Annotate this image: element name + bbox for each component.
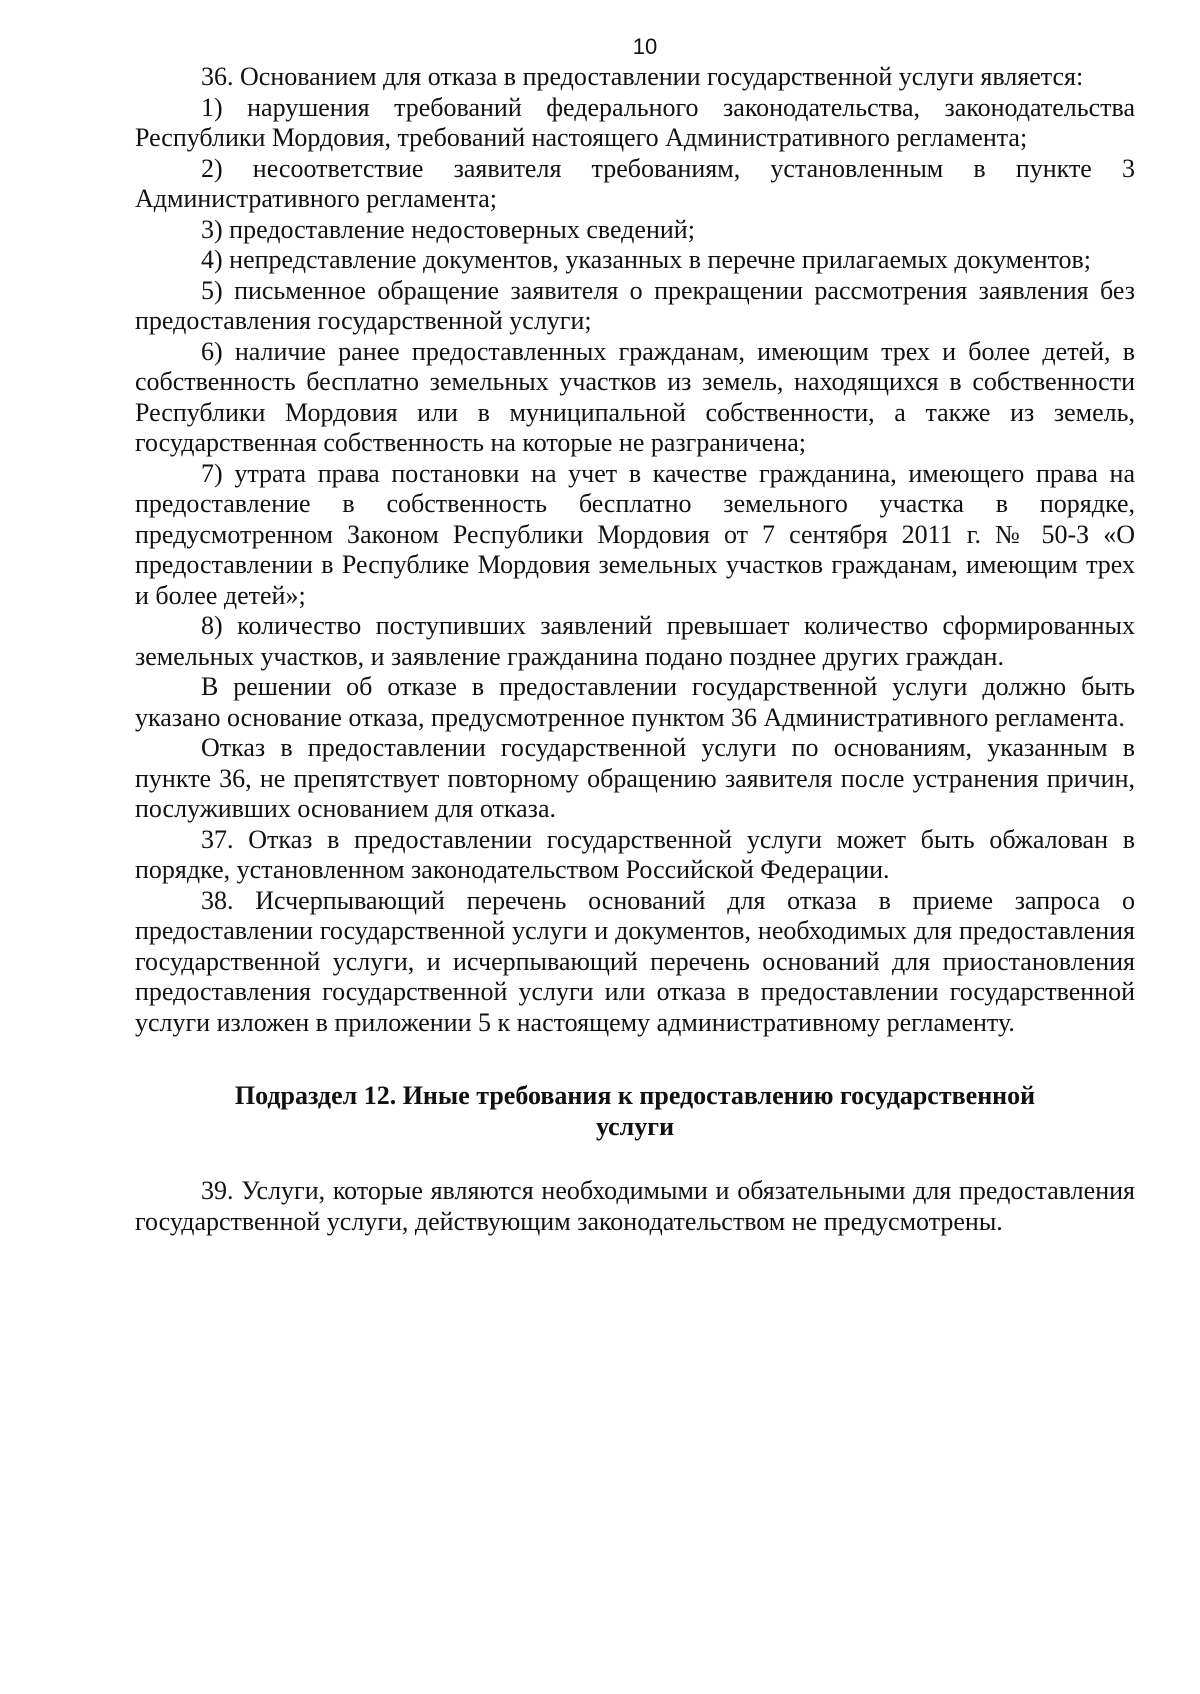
paragraph-36-item-5: 5) письменное обращение заявителя о прекращении рассмотрения заявления без предоставления государственной услуги;: [135, 275, 1135, 335]
subsection-heading-line-2: услуги: [595, 1112, 675, 1141]
paragraph-37: 37. Отказ в предоставлении государственной услуги может быть обжалован в порядке, установленном законодательством Российской Федерации.: [135, 824, 1135, 884]
paragraph-36-item-2: 2) несоответствие заявителя требованиям, установленным в пункте 3 Административного регламента;: [135, 153, 1135, 213]
subsection-heading-line-1: Подраздел 12. Иные требования к предоставлению государственной: [234, 1081, 1036, 1110]
paragraph-39: 39. Услуги, которые являются необходимыми и обязательными для предоставления государственной услуги, действующим законодательством не предусмотрены.: [135, 1176, 1135, 1236]
paragraph-36-item-3: 3) предоставление недостоверных сведений;: [201, 214, 695, 244]
paragraph-36-item-7: 7) утрата права постановки на учет в качестве гражданина, имеющего права на предоставление в собственность бесплатно земельного участка в порядке, предусмотренном Законом Республики Мордовия от 7 сентября 2011 г. № 50-З «О предоставлении в Республике Мордовия земельных участков гражданам, имеющим трех и более детей»;: [135, 458, 1135, 610]
paragraph-36-item-6: 6) наличие ранее предоставленных гражданам, имеющим трех и более детей, в собственность бесплатно земельных участков из земель, находящихся в собственности Республики Мордовия или в муниципальной собственности, а также из земель, государственная собственность на которые не разграничена;: [135, 336, 1135, 457]
paragraph-36-item-8: 8) количество поступивших заявлений превышает количество сформированных земельных участков, и заявление гражданина подано позднее других граждан.: [135, 611, 1135, 671]
paragraph-36-item-1: 1) нарушения требований федерального законодательства, законодательства Республики Мордовия, требований настоящего Административного регламента;: [135, 92, 1135, 152]
page-number: 10: [632, 34, 658, 59]
paragraph-refusal-repeat: Отказ в предоставлении государственной услуги по основаниям, указанным в пункте 36, не препятствует повторному обращению заявителя после устранения причин, послуживших основанием для отказа.: [135, 733, 1135, 823]
paragraph-38: 38. Исчерпывающий перечень оснований для отказа в приеме запроса о предоставлении государственной услуги и документов, необходимых для предоставления государственной услуги, и исчерпывающий перечень оснований для приостановления предоставления государственной услуги или отказа в предоставлении государственной услуги изложен в приложении 5 к настоящему административному регламенту.: [135, 885, 1135, 1037]
document-body: [135, 62, 1135, 1237]
paragraph-36-intro: 36. Основанием для отказа в предоставлении государственной услуги является:: [201, 62, 1084, 91]
subsection-heading: [135, 1080, 1135, 1142]
paragraph-36-item-4: 4) непредставление документов, указанных в перечне прилагаемых документов;: [201, 245, 1092, 274]
paragraph-refusal-decision: В решении об отказе в предоставлении государственной услуги должно быть указано основание отказа, предусмотренное пунктом 36 Административного регламента.: [135, 672, 1135, 732]
